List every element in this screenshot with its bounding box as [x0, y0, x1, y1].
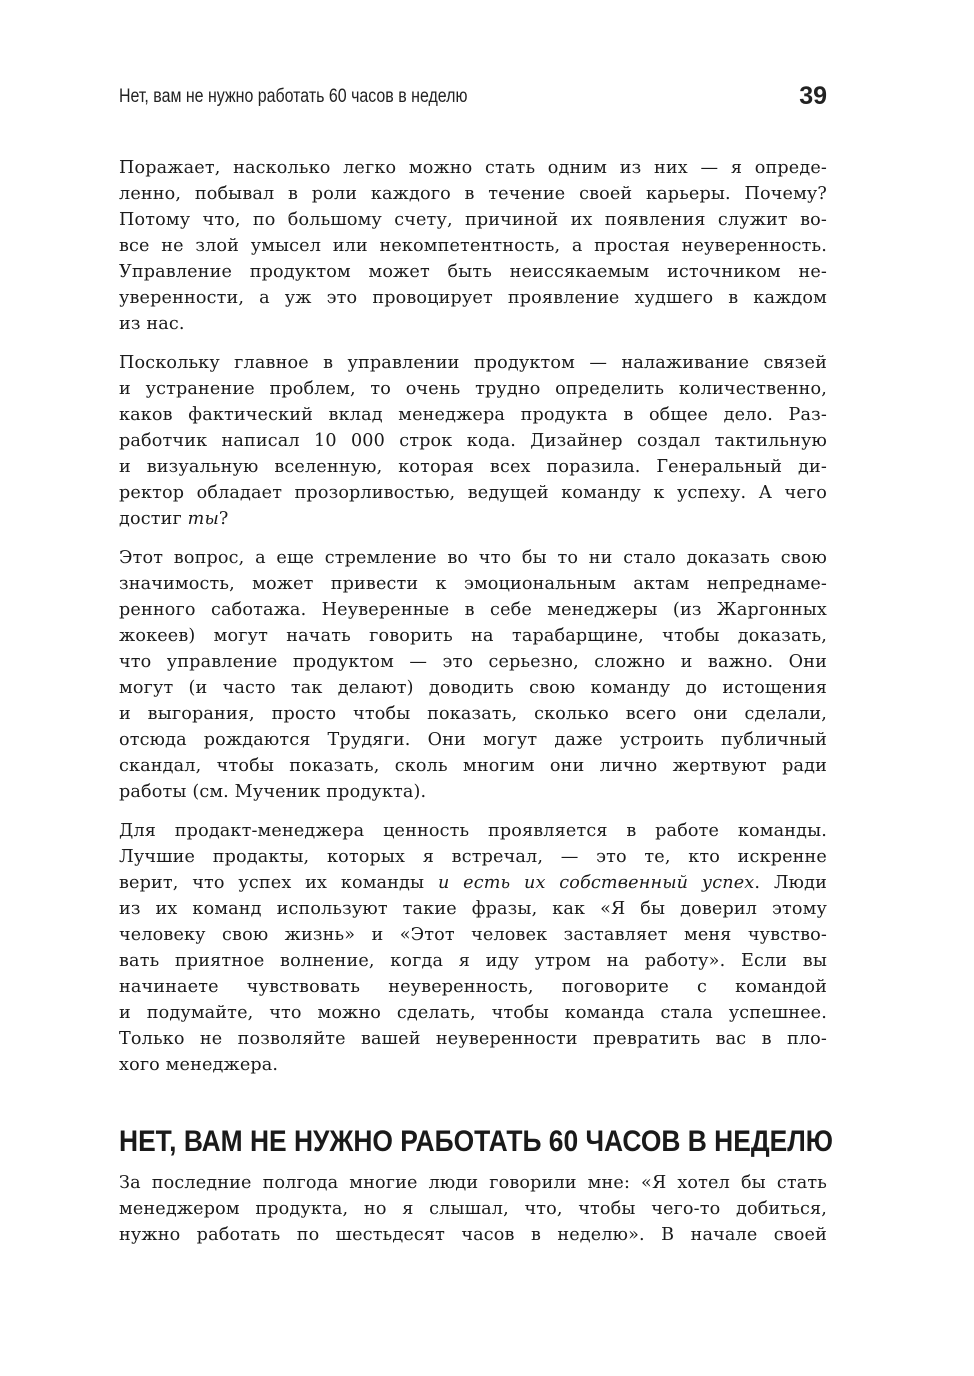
- text-line: Лучшие продакты, которых я встречал, — это те, кто искренне: [119, 847, 827, 867]
- text-line: вать приятное волнение, когда я иду утром на работу». Если вы: [119, 951, 827, 971]
- text-line: из их команд используют такие фразы, как «Я бы доверил этому: [119, 899, 827, 919]
- text-line: могут (и часто так делают) доводить свою команду до истощения: [119, 678, 827, 698]
- text-line: Поскольку главное в управлении продуктом — налаживание связей: [119, 353, 827, 373]
- text-line: ленно, побывал в роли каждого в течение своей карьеры. Почему?: [119, 184, 827, 204]
- text-fragment: верит, что успех их команды: [119, 873, 438, 893]
- emphasis: ты: [187, 509, 219, 529]
- text-line: Потому что, по большому счету, причиной их появления служит во-: [119, 210, 827, 230]
- text-line: человеку свою жизнь» и «Этот человек заставляет меня чувство-: [119, 925, 827, 945]
- text-line: из нас.: [119, 314, 185, 334]
- paragraph-2: [119, 350, 827, 532]
- paragraph-4: [119, 818, 827, 1078]
- text-line: начинаете чувствовать неуверенность, поговорите с командой: [119, 977, 827, 997]
- section-paragraph: [119, 1170, 827, 1248]
- paragraph-3: [119, 545, 827, 805]
- running-header: [119, 84, 829, 114]
- text-line: все не злой умысел или некомпетентность, а простая неуверенность.: [119, 236, 827, 256]
- text-line: Этот вопрос, а еще стремление во что бы то ни стало доказать свою: [119, 548, 827, 568]
- text-line: [119, 870, 827, 896]
- text-line: [119, 506, 827, 532]
- text-line: Управление продуктом может быть неиссякаемым источником не-: [119, 262, 827, 282]
- paragraph-1: [119, 155, 827, 337]
- text-fragment: . Люди: [754, 873, 827, 893]
- text-line: значимость, может привести к эмоциональным актам непреднаме-: [119, 574, 827, 594]
- text-line: жокеев) могут начать говорить на тарабарщине, чтобы доказать,: [119, 626, 827, 646]
- text-line: Поражает, насколько легко можно стать одним из них — я опреде-: [119, 158, 827, 178]
- emphasis: и есть их собственный успех: [437, 873, 755, 893]
- text-line: и визуальную вселенную, которая всех поразила. Генеральный ди-: [119, 457, 827, 477]
- text-line: хого менеджера.: [119, 1055, 279, 1075]
- text-line: нужно работать по шестьдесят часов в неделю». В начале своей: [119, 1225, 827, 1245]
- text-line: скандал, чтобы показать, сколь многим они лично жертвуют ради: [119, 756, 827, 776]
- section-heading: НЕТ, ВАМ НЕ НУЖНО РАБОТАТЬ 60 ЧАСОВ В НЕДЕЛЮ: [119, 1125, 834, 1158]
- text-line: и выгорания, просто чтобы показать, сколько всего они сделали,: [119, 704, 827, 724]
- text-fragment: достиг: [119, 509, 188, 529]
- text-line: уверенности, а уж это провоцирует проявление худшего в каждом: [119, 288, 827, 308]
- text-line: что управление продуктом — это серьезно, сложно и важно. Они: [119, 652, 827, 672]
- page-number: 39: [799, 82, 827, 110]
- text-line: ренного саботажа. Неуверенные в себе менеджеры (из Жаргонных: [119, 600, 827, 620]
- text-line: работы (см. Мученик продукта).: [119, 782, 427, 802]
- text-fragment: ?: [218, 509, 229, 529]
- text-line: и устранение проблем, то очень трудно определить количественно,: [119, 379, 827, 399]
- text-line: и подумайте, что можно сделать, чтобы команда стала успешнее.: [119, 1003, 827, 1023]
- text-line: каков фактический вклад менеджера продукта в общее дело. Раз-: [119, 405, 827, 425]
- text-line: За последние полгода многие люди говорили мне: «Я хотел бы стать: [119, 1173, 827, 1193]
- text-line: отсюда рождаются Трудяги. Они могут даже устроить публичный: [119, 730, 827, 750]
- text-line: работчик написал 10 000 строк кода. Дизайнер создал тактильную: [119, 431, 827, 451]
- text-line: менеджером продукта, но я слышал, что, чтобы чего-то добиться,: [119, 1199, 827, 1219]
- text-line: ректор обладает прозорливостью, ведущей команду к успеху. А чего: [119, 483, 827, 503]
- running-title: Нет, вам не нужно работать 60 часов в неделю: [119, 86, 468, 107]
- text-line: Для продакт-менеджера ценность проявляется в работе команды.: [119, 821, 827, 841]
- text-line: Только не позволяйте вашей неуверенности превратить вас в пло-: [119, 1029, 827, 1049]
